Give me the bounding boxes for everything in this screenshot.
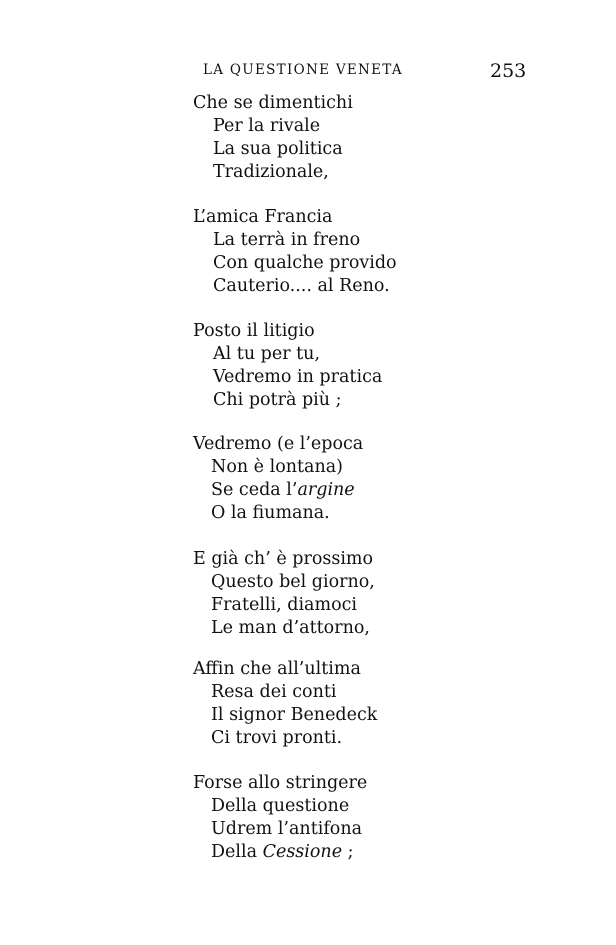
verse-line: Tradizionale, bbox=[213, 162, 329, 182]
stanza-4 bbox=[193, 433, 363, 525]
verse-line: Resa dei conti bbox=[211, 682, 337, 702]
verse-line: Che se dimentichi bbox=[193, 93, 353, 113]
verse-line: Della questione bbox=[211, 796, 350, 816]
verse-line: La terrà in freno bbox=[213, 230, 361, 250]
verse-line: Fratelli, diamoci bbox=[211, 595, 358, 615]
verse-line: Il signor Benedeck bbox=[211, 705, 378, 725]
verse-line bbox=[193, 841, 367, 864]
stanza-7 bbox=[193, 772, 367, 864]
stanza-1 bbox=[193, 92, 353, 184]
stanza-6 bbox=[193, 658, 377, 750]
stanza-5 bbox=[193, 548, 375, 640]
italic-word: argine bbox=[297, 480, 355, 500]
verse-line: Chi potrà più ; bbox=[213, 390, 342, 410]
verse-line: Al tu per tu, bbox=[213, 344, 321, 364]
verse-line-text: Della bbox=[211, 842, 263, 862]
page-number: 253 bbox=[490, 60, 527, 82]
verse-line: E già ch’ è prossimo bbox=[193, 549, 374, 569]
verse-line: Per la rivale bbox=[213, 116, 321, 136]
verse-line bbox=[193, 479, 363, 502]
verse-line: L’amica Francia bbox=[193, 207, 333, 227]
verse-line: Ci trovi pronti. bbox=[211, 728, 343, 748]
italic-word: Cessione bbox=[262, 842, 343, 862]
verse-line: O la fiumana. bbox=[211, 503, 330, 523]
verse-line: Le man d’attorno, bbox=[211, 618, 370, 638]
stanza-3 bbox=[193, 320, 382, 412]
running-head: LA QUESTIONE VENETA bbox=[203, 62, 403, 78]
verse-line: Non è lontana) bbox=[211, 457, 344, 477]
verse-line: Vedremo in pratica bbox=[213, 367, 383, 387]
verse-line: Vedremo (e l’epoca bbox=[193, 434, 364, 454]
verse-line-text: ; bbox=[342, 842, 354, 862]
verse-line: Affin che all’ultima bbox=[193, 659, 361, 679]
verse-line: Posto il litigio bbox=[193, 321, 315, 341]
stanza-2 bbox=[193, 206, 397, 298]
verse-line: La sua politica bbox=[213, 139, 343, 159]
verse-line: Cauterio.... al Reno. bbox=[213, 276, 390, 296]
verse-line: Udrem l’antifona bbox=[211, 819, 363, 839]
verse-line-text: Se ceda l’ bbox=[211, 480, 298, 500]
verse-line: Forse allo stringere bbox=[193, 773, 368, 793]
verse-line: Questo bel giorno, bbox=[211, 572, 375, 592]
verse-line: Con qualche provido bbox=[213, 253, 397, 273]
